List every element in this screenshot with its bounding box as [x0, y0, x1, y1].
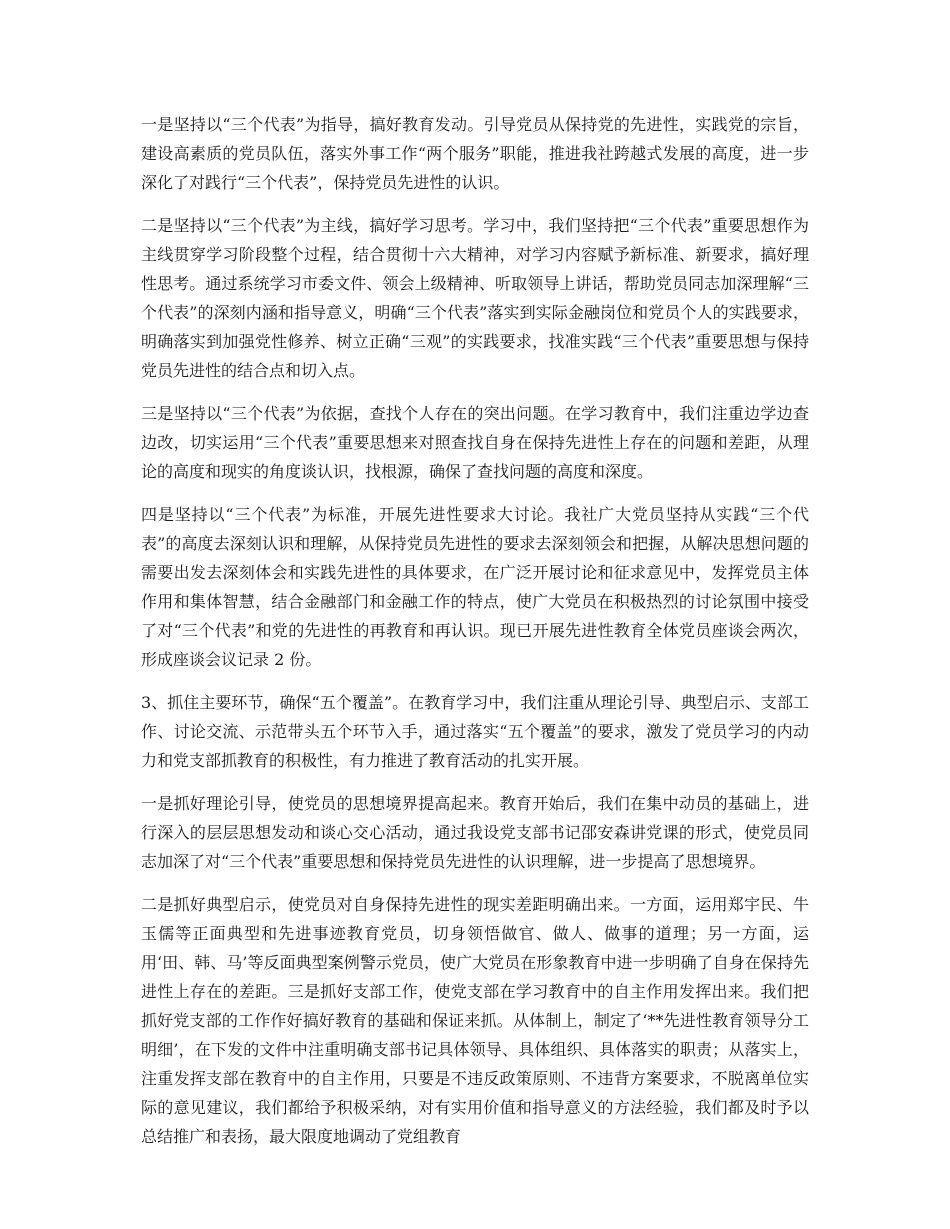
- paragraph-2: 二是坚持以“三个代表”为主线，搞好学习思考。学习中，我们坚持把“三个代表”重要思想作为主线贯穿学习阶段整个过程，结合贯彻十六大精神，对学习内容赋予新标准、新要求，搞好理性思考。通过系统学习市委文件、领会上级精神、听取领导上讲话，帮助党员同志加深理解“三个代表”的深刻内涵和指导意义，明确“三个代表”落实到实际金融岗位和党员个人的实践要求，明确落实到加强党性修养、树立正确“三观”的实践要求，找准实践“三个代表”重要思想与保持党员先进性的结合点和切入点。: [141, 216, 809, 380]
- document-body: [141, 110, 809, 1165]
- paragraph-4: 四是坚持以“三个代表”为标准，开展先进性要求大讨论。我社广大党员坚持从实践“三个代表”的高度去深刻认识和理解，从保持党员先进性的要求去深刻领会和把握，从解决思想问题的需要出发去深刻体会和实践先进性的具体要求，在广泛开展讨论和征求意见中，发挥党员主体作用和集体智慧，结合金融部门和金融工作的特点，使广大党员在积极热烈的讨论氛围中接受了对“三个代表”和党的先进性的再教育和再认识。现已开展先进性教育全体党员座谈会两次，形成座谈会议记录 2 份。: [141, 505, 809, 669]
- paragraph-7: 二是抓好典型启示，使党员对自身保持先进性的现实差距明确出来。一方面，运用郑宇民、牛玉儒等正面典型和先进事迹教育党员，切身领悟做官、做人、做事的道理；另一方面，运用‘田、韩、马’等反面典型案例警示党员，使广大党员在形象教育中进一步明确了自身在保持先进性上存在的差距。三是抓好支部工作，使党支部在学习教育中的自主作用发挥出来。我们把抓好党支部的工作作好搞好教育的基础和保证来抓。从体制上，制定了‘**先进性教育领导分工明细’，在下发的文件中注重明确支部书记具体领导、具体组织、具体落实的职责；从落实上，注重发挥支部在教育中的自主作用，只要是不违反政策原则、不违背方案要求，不脱离单位实际的意见建议，我们都给予积极采纳，对有实用价值和指导意义的方法经验，我们都及时予以总结推广和表扬，最大限度地调动了党组教育: [141, 895, 809, 1146]
- paragraph-6: 一是抓好理论引导，使党员的思想境界提高起来。教育开始后，我们在集中动员的基础上，进行深入的层层思想发动和谈心交心活动，通过我设党支部书记邵安森讲党课的形式，使党员同志加深了对“三个代表”重要思想和保持党员先进性的认识理解，进一步提高了思想境界。: [141, 794, 809, 871]
- paragraph-5: 3、抓住主要环节，确保“五个覆盖”。在教育学习中，我们注重从理论引导、典型启示、支部工作、讨论交流、示范带头五个环节入手，通过落实“五个覆盖”的要求，激发了党员学习的内动力和党支部抓教育的积极性，有力推进了教育活动的扎实开展。: [141, 693, 809, 770]
- paragraph-1: 一是坚持以“三个代表”为指导，搞好教育发动。引导党员从保持党的先进性，实践党的宗旨，建设高素质的党员队伍，落实外事工作“两个服务”职能，推进我社跨越式发展的高度，进一步深化了对践行“三个代表”，保持党员先进性的认识。: [141, 115, 809, 192]
- paragraph-3: 三是坚持以“三个代表”为依据，查找个人存在的突出问题。在学习教育中，我们注重边学边查边改，切实运用“三个代表”重要思想来对照查找自身在保持先进性上存在的问题和差距，从理论的高度和现实的角度谈认识，找根源，确保了查找问题的高度和深度。: [141, 404, 809, 481]
